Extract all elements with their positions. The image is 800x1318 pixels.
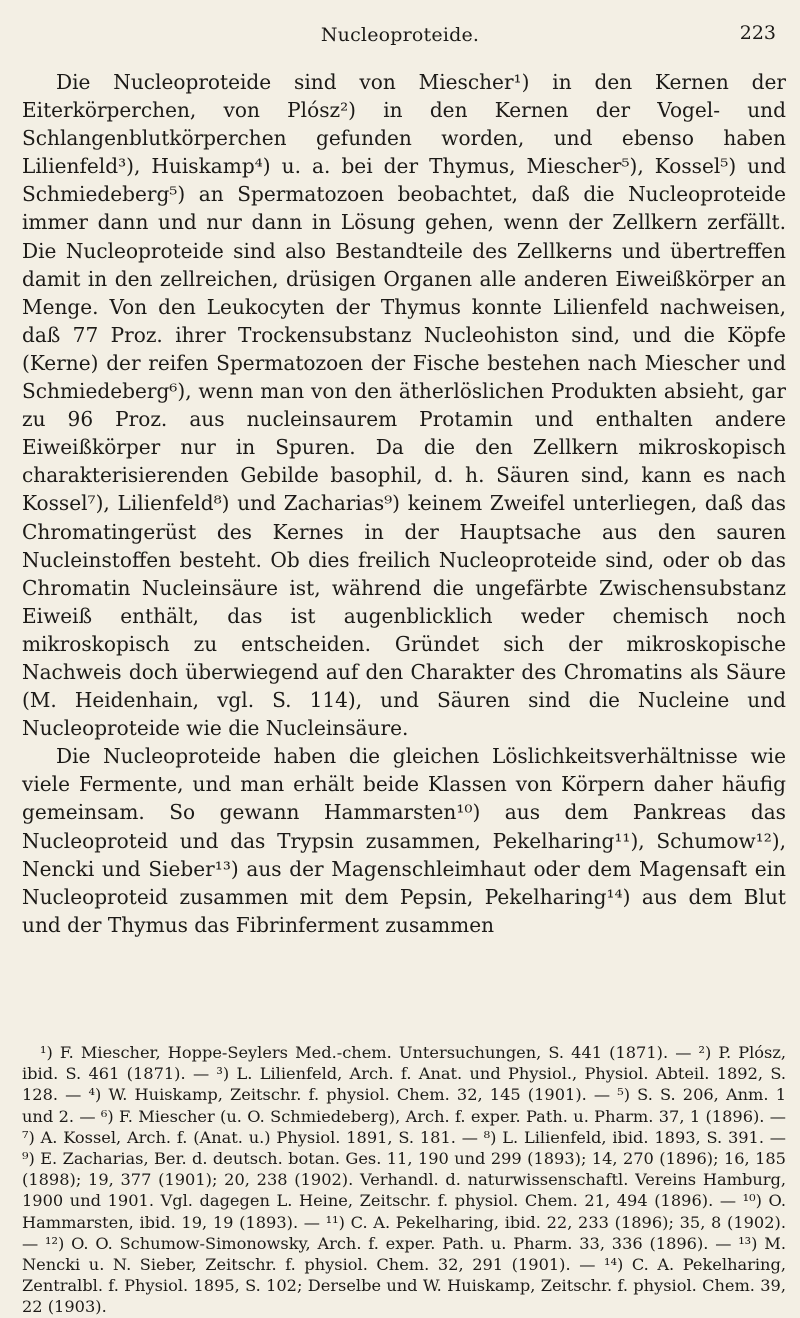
running-title: Nucleoproteide.: [320, 24, 480, 46]
running-head: [0, 14, 800, 50]
body-paragraph: Die Nucleoproteide haben die gleichen Löslichkeitsverhältnisse wie viele Fermente, und man erhält beide Klassen von Körpern daher häufig gemeinsam. So gewann Hammarsten¹⁰) aus dem Pankreas das Nucleoproteid und das Trypsin zusammen, Pekelharing¹¹), Schumow¹²), Nencki und Sieber¹³) aus der Magenschleimhaut oder dem Magensaft ein Nucleoproteid zusammen mit dem Pepsin, Pekelharing¹⁴) aus dem Blut und der Thymus das Fibrinferment zusammen: [22, 744, 786, 937]
body-paragraph: Die Nucleoproteide sind von Miescher¹) in den Kernen der Eiterkörperchen, von Plósz²) in den Kernen der Vogel- und Schlangenblutkörperchen gefunden worden, und ebenso haben Lilienfeld³), Huiskamp⁴) u. a. bei der Thymus, Miescher⁵), Kossel⁵) und Schmiedeberg⁵) an Spermatozoen beobachtet, daß die Nucleoproteide immer dann und nur dann in Lösung gehen, wenn der Zellkern zerfällt. Die Nucleoproteide sind also Bestandteile des Zellkerns und übertreffen damit in den zellreichen, drüsigen Organen alle anderen Eiweißkörper an Menge. Von den Leukocyten der Thymus konnte Lilienfeld nachweisen, daß 77 Proz. ihrer Trockensubstanz Nucleohiston sind, und die Köpfe (Kerne) der reifen Spermatozoen der Fische bestehen nach Miescher und Schmiedeberg⁶), wenn man von den ätherlöslichen Produkten absieht, gar zu 96 Proz. aus nucleinsaurem Protamin und enthalten andere Eiweißkörper nur in Spuren. Da die den Zellkern mikroskopisch charakterisierenden Gebilde basophil, d. h. Säuren sind, kann es nach Kossel⁷), Lilienfeld⁸) und Zacharias⁹) keinem Zweifel unterliegen, daß das Chromatingerüst des Kernes in der Hauptsache aus den sauren Nucleinstoffen besteht. Ob dies freilich Nucleoproteide sind, oder ob das Chromatin Nucleinsäure ist, während die ungefärbte Zwischensubstanz Eiweiß enthält, das ist augenblicklich weder chemisch noch mikroskopisch zu entscheiden. Gründet sich der mikroskopische Nachweis doch überwiegend auf den Charakter des Chromatins als Säure (M. Heidenhain, vgl. S. 114), und Säuren sind die Nucleine und Nucleoproteide wie die Nucleinsäure.: [22, 70, 786, 741]
footnote-block: ¹) F. Miescher, Hoppe-Seylers Med.-chem. Untersuchungen, S. 441 (1871). — ²) P. Plósz, ibid. S. 461 (1871). — ³) L. Lilienfeld, Arch. f. Anat. und Physiol., Physiol. Abteil. 1892, S. 128. — ⁴) W. Huiskamp, Zeitschr. f. physiol. Chem. 32, 145 (1901). — ⁵) S. S. 206, Anm. 1 und 2. — ⁶) F. Miescher (u. O. Schmiedeberg), Arch. f. exper. Path. u. Pharm. 37, 1 (1896). — ⁷) A. Kossel, Arch. f. (Anat. u.) Physiol. 1891, S. 181. — ⁸) L. Lilienfeld, ibid. 1893, S. 391. — ⁹) E. Zacharias, Ber. d. deutsch. botan. Ges. 11, 190 und 299 (1893); 14, 270 (1896); 16, 185 (1898); 19, 377 (1901); 20, 238 (1902). Verhandl. d. naturwissenschaftl. Vereins Hamburg, 1900 und 1901. Vgl. dagegen L. Heine, Zeitschr. f. physiol. Chem. 21, 494 (1896). — ¹⁰) O. Hammarsten, ibid. 19, 19 (1893). — ¹¹) C. A. Pekelharing, ibid. 22, 233 (1896); 35, 8 (1902). — ¹²) O. O. Schumow-Simonowsky, Arch. f. exper. Path. u. Pharm. 33, 336 (1896). — ¹³) M. Nencki u. N. Sieber, Zeitschr. f. physiol. Chem. 32, 291 (1901). — ¹⁴) C. A. Pekelharing, Zentralbl. f. Physiol. 1895, S. 102; Derselbe und W. Huiskamp, Zeitschr. f. physiol. Chem. 39, 22 (1903).: [22, 1043, 786, 1317]
page-number: 223: [739, 22, 776, 44]
body-text: [22, 68, 786, 939]
footnotes: [22, 1042, 786, 1318]
